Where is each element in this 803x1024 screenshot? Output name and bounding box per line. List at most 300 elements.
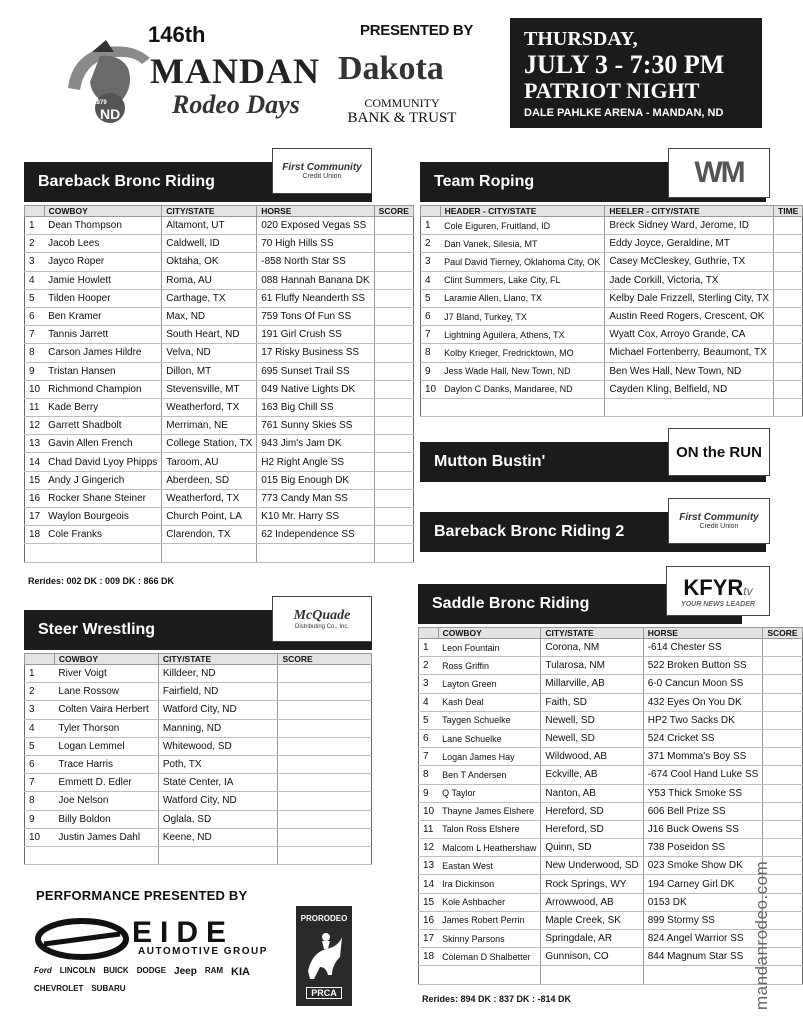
row-number: 2	[419, 657, 439, 675]
table-row	[25, 665, 372, 683]
table-cell: Keene, ND	[158, 828, 278, 846]
table-cell: Weatherford, TX	[162, 398, 257, 416]
table-cell: River Voigt	[54, 665, 158, 683]
table-row	[421, 307, 803, 325]
table-cell: Layton Green	[438, 675, 541, 693]
table-row	[25, 755, 372, 773]
table-cell: 61 Fluffy Neanderth SS	[257, 289, 374, 307]
table-cell: Watford City, ND	[158, 792, 278, 810]
prorodeo-top: PRORODEO	[300, 914, 348, 923]
table-cell	[278, 719, 372, 737]
table-cell: Watford City, ND	[158, 701, 278, 719]
table-cell: Arrowwood, AB	[541, 893, 643, 911]
table-row	[25, 701, 372, 719]
table-cell: Eastan West	[438, 857, 541, 875]
table-cell: K10 Mr. Harry SS	[257, 508, 374, 526]
table-cell	[763, 839, 802, 857]
table-cell	[374, 344, 413, 362]
table-cell	[438, 966, 541, 984]
table-cell	[374, 508, 413, 526]
col-cowboy-steer: COWBOY	[54, 654, 158, 665]
saddle-title: Saddle Bronc Riding	[432, 595, 590, 612]
table-cell: 70 High Hills SS	[257, 235, 374, 253]
table-cell: Tannis Jarrett	[44, 326, 162, 344]
table-cell: Logan Lemmel	[54, 737, 158, 755]
table-row	[419, 784, 803, 802]
col-cowboy: COWBOY	[44, 206, 162, 217]
table-cell: Aberdeen, SD	[162, 471, 257, 489]
table-cell	[763, 802, 802, 820]
table-cell: 524 Cricket SS	[643, 729, 763, 747]
table-cell: Emmett D. Edler	[54, 774, 158, 792]
col-horse-saddle: HORSE	[643, 628, 763, 639]
brand-ram: RAM	[204, 966, 224, 975]
table-cell: Jamie Howlett	[44, 271, 162, 289]
table-cell: South Heart, ND	[162, 326, 257, 344]
table-cell	[763, 639, 802, 657]
table-row	[25, 253, 414, 271]
first-community-name: First Community	[282, 162, 362, 173]
row-number: 10	[25, 828, 55, 846]
table-cell: Skinny Parsons	[438, 930, 541, 948]
table-cell	[774, 289, 803, 307]
table-cell	[374, 217, 413, 235]
table-cell	[774, 307, 803, 325]
row-number	[25, 846, 55, 864]
table-cell: HP2 Two Sacks DK	[643, 711, 763, 729]
table-cell: Wildwood, AB	[541, 748, 643, 766]
table-cell: 773 Candy Man SS	[257, 489, 374, 507]
table-cell: Hereford, SD	[541, 802, 643, 820]
table-cell: 194 Carney Girl DK	[643, 875, 763, 893]
table-row	[25, 508, 414, 526]
table-cell: Cayden Kling, Belfield, ND	[605, 380, 774, 398]
table-cell: Rocker Shane Steiner	[44, 489, 162, 507]
table-cell	[374, 253, 413, 271]
brand-ford: Ford	[34, 966, 52, 975]
table-cell	[278, 683, 372, 701]
table-cell: 6-0 Cancun Moon SS	[643, 675, 763, 693]
col-time: TIME	[774, 206, 803, 217]
table-row	[25, 398, 414, 416]
eide-swoosh-icon	[34, 914, 130, 969]
table-cell: 432 Eyes On You DK	[643, 693, 763, 711]
table-cell	[774, 380, 803, 398]
first-community-sub-2: Credit Union	[699, 523, 739, 530]
kfyr-tv: tv	[743, 583, 753, 598]
row-number: 6	[421, 307, 441, 325]
event-theme: PATRIOT NIGHT	[524, 78, 700, 103]
row-number	[419, 966, 439, 984]
table-cell	[774, 362, 803, 380]
table-cell: Garrett Shadbolt	[44, 417, 162, 435]
mandan-bronc-logo	[62, 38, 158, 126]
table-row	[421, 398, 803, 416]
row-number: 18	[419, 948, 439, 966]
table-cell: Clarendon, TX	[162, 526, 257, 544]
table-row	[25, 362, 414, 380]
team-roping-table	[420, 205, 803, 417]
row-number	[421, 398, 441, 416]
table-cell	[774, 398, 803, 416]
table-cell: Laramie Allen, Llano, TX	[440, 289, 605, 307]
table-row	[25, 471, 414, 489]
table-cell	[374, 271, 413, 289]
table-cell	[44, 544, 162, 562]
row-number: 3	[25, 253, 45, 271]
table-cell: Jess Wade Hall, New Town, ND	[440, 362, 605, 380]
table-cell: Cole Franks	[44, 526, 162, 544]
table-cell: Oglala, SD	[158, 810, 278, 828]
table-cell: Daylon C Danks, Mandaree, ND	[440, 380, 605, 398]
table-row	[421, 271, 803, 289]
table-row	[419, 948, 803, 966]
table-cell	[278, 792, 372, 810]
table-cell: 088 Hannah Banana DK	[257, 271, 374, 289]
table-cell	[374, 289, 413, 307]
row-number: 3	[25, 701, 55, 719]
table-cell: Kelby Dale Frizzell, Sterling City, TX	[605, 289, 774, 307]
row-number: 8	[419, 766, 439, 784]
table-row	[419, 839, 803, 857]
table-cell: Quinn, SD	[541, 839, 643, 857]
table-cell: Springdale, AR	[541, 930, 643, 948]
table-cell: Church Point, LA	[162, 508, 257, 526]
table-cell: Justin James Dahl	[54, 828, 158, 846]
table-row	[419, 911, 803, 929]
row-number: 12	[419, 839, 439, 857]
table-cell: Talon Ross Elshere	[438, 820, 541, 838]
table-row	[419, 857, 803, 875]
table-cell: Velva, ND	[162, 344, 257, 362]
table-cell: 020 Exposed Vegas SS	[257, 217, 374, 235]
row-number: 11	[419, 820, 439, 838]
row-number: 2	[421, 235, 441, 253]
table-cell: Thayne James Elshere	[438, 802, 541, 820]
table-cell	[278, 755, 372, 773]
table-cell: Colten Vaira Herbert	[54, 701, 158, 719]
table-cell: James Robert Perrin	[438, 911, 541, 929]
table-cell	[763, 675, 802, 693]
table-row	[25, 453, 414, 471]
col-score: SCORE	[374, 206, 413, 217]
table-cell: Dillon, MT	[162, 362, 257, 380]
col-cowboy-saddle: COWBOY	[438, 628, 541, 639]
mcquade-sub: Distributing Co., Inc.	[294, 624, 350, 630]
brand-subaru: SUBARU	[91, 984, 126, 993]
table-cell: Caldwell, ID	[162, 235, 257, 253]
saddle-rerides: Rerides: 894 DK : 837 DK : -814 DK	[422, 994, 572, 1004]
table-cell: Kash Deal	[438, 693, 541, 711]
row-number: 17	[25, 508, 45, 526]
row-number: 14	[25, 453, 45, 471]
table-cell: Kole Ashbacher	[438, 893, 541, 911]
table-cell: Weatherford, TX	[162, 489, 257, 507]
table-cell: Breck Sidney Ward, Jerome, ID	[605, 217, 774, 235]
table-row	[25, 271, 414, 289]
table-cell	[374, 398, 413, 416]
table-cell	[763, 657, 802, 675]
table-row	[421, 289, 803, 307]
dakota-logo: Dakota	[338, 50, 444, 87]
table-row	[419, 657, 803, 675]
table-cell: Fairfield, ND	[158, 683, 278, 701]
row-number: 9	[421, 362, 441, 380]
brand-chevrolet: CHEVROLET	[34, 984, 84, 993]
table-cell	[774, 235, 803, 253]
steer-table	[24, 653, 372, 865]
table-row	[25, 344, 414, 362]
table-cell	[763, 711, 802, 729]
table-cell: 899 Stormy SS	[643, 911, 763, 929]
table-cell: Ira Dickinson	[438, 875, 541, 893]
table-cell: Stevensville, MT	[162, 380, 257, 398]
table-row	[421, 380, 803, 398]
table-cell: Lightning Aguilera, Athens, TX	[440, 326, 605, 344]
table-cell: Nanton, AB	[541, 784, 643, 802]
dakota-community: COMMUNITY	[364, 96, 440, 110]
table-cell: Paul David Tierney, Oklahoma City, OK	[440, 253, 605, 271]
table-row	[421, 217, 803, 235]
table-cell: State Center, IA	[158, 774, 278, 792]
table-cell: Roma, AU	[162, 271, 257, 289]
steer-title: Steer Wrestling	[38, 621, 156, 638]
event-day: THURSDAY,	[524, 28, 638, 50]
col-city: CITY/STATE	[162, 206, 257, 217]
row-number: 2	[25, 235, 45, 253]
table-row	[25, 235, 414, 253]
table-cell: Richmond Champion	[44, 380, 162, 398]
bronc-rider-icon	[302, 927, 346, 983]
row-number: 1	[419, 639, 439, 657]
table-row	[25, 774, 372, 792]
row-number: 17	[419, 930, 439, 948]
table-cell: Kade Berry	[44, 398, 162, 416]
row-number: 8	[25, 792, 55, 810]
table-cell: Waylon Bourgeois	[44, 508, 162, 526]
table-cell: Malcom L Heathershaw	[438, 839, 541, 857]
table-cell	[774, 217, 803, 235]
table-row	[419, 711, 803, 729]
table-cell: Newell, SD	[541, 711, 643, 729]
table-cell: 824 Angel Warrior SS	[643, 930, 763, 948]
mutton-title: Mutton Bustin'	[434, 453, 546, 470]
row-number: 7	[25, 774, 55, 792]
col-city-saddle: CITY/STATE	[541, 628, 643, 639]
table-cell: -858 North Star SS	[257, 253, 374, 271]
table-cell	[54, 846, 158, 864]
table-cell	[374, 453, 413, 471]
table-cell: Jayco Roper	[44, 253, 162, 271]
logo-rodeo-days: Rodeo Days	[172, 90, 300, 119]
table-cell	[278, 828, 372, 846]
table-cell: Austin Reed Rogers, Crescent, OK	[605, 307, 774, 325]
bareback2-title: Bareback Bronc Riding 2	[434, 523, 625, 540]
eide-sub: AUTOMOTIVE GROUP	[138, 946, 268, 957]
table-cell: Gavin Allen French	[44, 435, 162, 453]
table-cell: Andy J Gingerich	[44, 471, 162, 489]
table-cell: 0153 DK	[643, 893, 763, 911]
row-number: 13	[419, 857, 439, 875]
table-cell: Ben Kramer	[44, 307, 162, 325]
table-row	[25, 737, 372, 755]
table-cell	[374, 362, 413, 380]
table-row	[25, 380, 414, 398]
table-row	[421, 253, 803, 271]
first-community-name-2: First Community	[679, 512, 759, 523]
first-community-sub: Credit Union	[302, 173, 342, 180]
col-header: HEADER - CITY/STATE	[440, 206, 605, 217]
table-cell: 163 Big Chill SS	[257, 398, 374, 416]
row-number: 13	[25, 435, 45, 453]
row-number: 11	[25, 398, 45, 416]
table-cell: Chad David Lyoy Phipps	[44, 453, 162, 471]
table-cell: Kolby Krieger, Fredricktown, MO	[440, 344, 605, 362]
brand-lincoln: LINCOLN	[59, 966, 96, 975]
event-date-box	[510, 18, 762, 128]
table-row	[25, 792, 372, 810]
col-heeler: HEELER - CITY/STATE	[605, 206, 774, 217]
table-cell: Lane Schuelke	[438, 729, 541, 747]
presented-by-label: PRESENTED BY	[360, 22, 474, 39]
row-number: 9	[25, 362, 45, 380]
brand-dodge: DODGE	[136, 966, 167, 975]
table-row	[421, 326, 803, 344]
table-cell: 844 Magnum Star SS	[643, 948, 763, 966]
table-cell: Merriman, NE	[162, 417, 257, 435]
row-number: 15	[419, 893, 439, 911]
website-url: mandanrodeo.com	[752, 860, 771, 1010]
brand-kia: KIA	[231, 966, 250, 978]
table-row	[421, 362, 803, 380]
table-cell	[374, 489, 413, 507]
table-cell: 023 Smoke Show DK	[643, 857, 763, 875]
table-cell: Ben T Andersen	[438, 766, 541, 784]
table-cell: New Underwood, SD	[541, 857, 643, 875]
col-horse: HORSE	[257, 206, 374, 217]
table-cell: Millarville, AB	[541, 675, 643, 693]
table-row	[419, 639, 803, 657]
wm-logo-text: WM	[694, 156, 744, 189]
table-row	[25, 417, 414, 435]
table-cell: Dan Vanek, Silesia, MT	[440, 235, 605, 253]
table-cell	[763, 693, 802, 711]
row-number: 6	[25, 307, 45, 325]
table-cell: Tristan Hansen	[44, 362, 162, 380]
table-cell: Faith, SD	[541, 693, 643, 711]
first-community-logo	[272, 148, 372, 194]
row-number: 7	[421, 326, 441, 344]
table-cell	[374, 307, 413, 325]
kfyr-logo	[666, 566, 770, 616]
table-cell: Taroom, AU	[162, 453, 257, 471]
table-cell: Coleman D Shalbetter	[438, 948, 541, 966]
table-cell: Logan James Hay	[438, 748, 541, 766]
saddle-table	[418, 627, 803, 985]
row-number: 8	[25, 344, 45, 362]
table-cell: Joe Nelson	[54, 792, 158, 810]
row-number: 16	[25, 489, 45, 507]
brand-jeep: Jeep	[174, 966, 197, 977]
table-cell: 695 Sunset Trail SS	[257, 362, 374, 380]
table-cell: Trace Harris	[54, 755, 158, 773]
table-cell	[278, 774, 372, 792]
table-cell	[763, 820, 802, 838]
badge-est: EST 1879	[80, 100, 107, 106]
kfyr-sub: YOUR NEWS LEADER	[681, 600, 755, 608]
table-cell	[541, 966, 643, 984]
table-cell	[763, 766, 802, 784]
table-cell	[763, 748, 802, 766]
kfyr-name: KFYR	[683, 574, 744, 600]
eide-logo: EIDE	[132, 916, 235, 949]
bareback-rerides: Rerides: 002 DK : 009 DK : 866 DK	[28, 576, 175, 586]
row-number: 6	[419, 729, 439, 747]
col-city-steer: CITY/STATE	[158, 654, 278, 665]
table-row	[25, 846, 372, 864]
table-cell	[278, 701, 372, 719]
row-number: 5	[419, 711, 439, 729]
brand-buick: BUICK	[103, 966, 129, 975]
table-cell: 761 Sunny Skies SS	[257, 417, 374, 435]
table-cell: Carthage, TX	[162, 289, 257, 307]
row-number: 9	[25, 810, 55, 828]
table-cell: Tyler Thorson	[54, 719, 158, 737]
table-cell: Newell, SD	[541, 729, 643, 747]
table-cell: 738 Poseidon SS	[643, 839, 763, 857]
event-date-time: JULY 3 - 7:30 PM	[524, 50, 725, 79]
row-number: 1	[25, 665, 55, 683]
row-number: 3	[419, 675, 439, 693]
table-cell	[774, 253, 803, 271]
table-cell: Y53 Thick Smoke SS	[643, 784, 763, 802]
table-cell: Oktaha, OK	[162, 253, 257, 271]
row-number: 5	[25, 737, 55, 755]
row-number: 2	[25, 683, 55, 701]
team-roping-title: Team Roping	[434, 173, 535, 190]
table-row	[419, 930, 803, 948]
table-row	[421, 235, 803, 253]
event-venue: DALE PAHLKE ARENA - MANDAN, ND	[524, 107, 724, 119]
table-row	[25, 828, 372, 846]
table-cell: Billy Boldon	[54, 810, 158, 828]
table-cell	[278, 846, 372, 864]
mcquade-name: McQuade	[293, 608, 351, 623]
table-row	[25, 435, 414, 453]
table-cell: Casey McCleskey, Guthrie, TX	[605, 253, 774, 271]
mcquade-logo	[272, 596, 372, 642]
row-number: 1	[25, 217, 45, 235]
table-cell	[763, 729, 802, 747]
row-number: 15	[25, 471, 45, 489]
table-cell	[440, 398, 605, 416]
table-cell: 943 Jim's Jam DK	[257, 435, 374, 453]
table-cell: Gunnison, CO	[541, 948, 643, 966]
row-number: 7	[419, 748, 439, 766]
table-cell: 191 Girl Crush SS	[257, 326, 374, 344]
table-cell: 522 Broken Button SS	[643, 657, 763, 675]
table-cell: 606 Bell Prize SS	[643, 802, 763, 820]
on-the-run-text: ON the RUN	[676, 443, 762, 461]
table-row	[25, 719, 372, 737]
table-cell: Eddy Joyce, Geraldine, MT	[605, 235, 774, 253]
table-cell: Maple Creek, SK	[541, 911, 643, 929]
table-cell: J16 Buck Owens SS	[643, 820, 763, 838]
table-row	[419, 893, 803, 911]
table-cell	[374, 380, 413, 398]
table-cell: 371 Momma's Boy SS	[643, 748, 763, 766]
table-cell: 015 Big Enough DK	[257, 471, 374, 489]
